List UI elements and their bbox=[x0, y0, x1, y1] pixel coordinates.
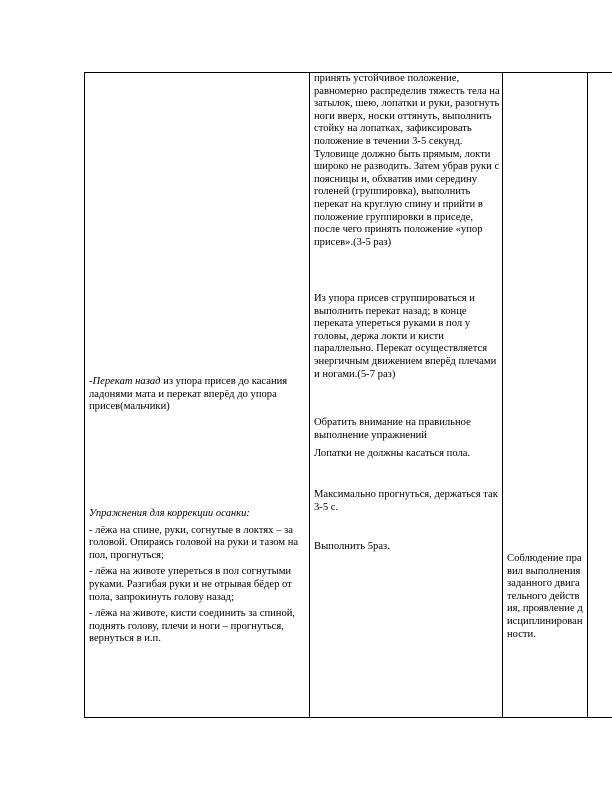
perekat-text: из упора присев до касания ладонями мата и перекат вперёд до упора присев(мальчики) bbox=[89, 376, 288, 413]
table-left-border bbox=[84, 72, 85, 718]
perekat-title: -Перекат назад bbox=[89, 376, 161, 387]
exercise-2: - лёжа на животе упереться в пол согнутыми руками. Разгибая руки и не отрывая бёдер от пола, запрокинуть голову назад; bbox=[89, 566, 292, 603]
exercise-1: - лёжа на спине, руки, согнутые в локтях – за головой. Опираясь головой на руки и тазом на пол, прогнуться; bbox=[89, 524, 299, 561]
instruction-roll-back: Из упора присев сгруппироваться и выполнить перекат назад; в конце переката упереться руками в пол у головы, держа локти и кисти параллельно. Перекат осуществляется энергичным движением вперёд плечами и ногами.(5-7 раз) bbox=[314, 293, 497, 380]
instruction-stand-on-shoulders: принять устойчивое положение, равномерно распределив тяжесть тела на затылок, шею, лопатки и руки, разогнуть ноги вверх, носки оттянуть, выполнить стойку на лопатках, зафиксировать положение в течении 3-5 секунд. Туловище должно быть прямым, локти широко не разводить. Затем убрав руки с поясницы и, обхватив ими середину голеней (группировка), выполнить перекат на круглую спину и прийти в положение группировки в приседе, после чего принять положение «упор присев».(3-5 раз) bbox=[314, 73, 500, 248]
posture-exercises bbox=[89, 508, 305, 646]
instruction-repeat: Выполнить 5раз. bbox=[314, 541, 390, 552]
posture-title: Упражнения для коррекции осанки: bbox=[89, 508, 250, 519]
instruction-shoulder-blades: Лопатки не должны касаться пола. bbox=[314, 448, 471, 459]
table-bottom-border bbox=[84, 717, 612, 718]
instruction-bend: Максимально прогнуться, держаться так 3-5 с. bbox=[314, 489, 498, 513]
column-divider-3 bbox=[587, 72, 588, 718]
assessment-criteria: Соблюдение правил выполнения заданного двигательного действия, проявление дисциплинированности. bbox=[507, 553, 583, 640]
column-divider-1 bbox=[309, 72, 310, 718]
exercise-3: - лёжа на животе, кисти соединить за спиной, поднять голову, плечи и ноги – прогнуться, вернуться в и.п. bbox=[89, 608, 296, 645]
instruction-attention: Обратить внимание на правильное выполнение упражнений bbox=[314, 417, 471, 441]
column-divider-2 bbox=[502, 72, 503, 718]
perekat-description bbox=[89, 376, 305, 414]
